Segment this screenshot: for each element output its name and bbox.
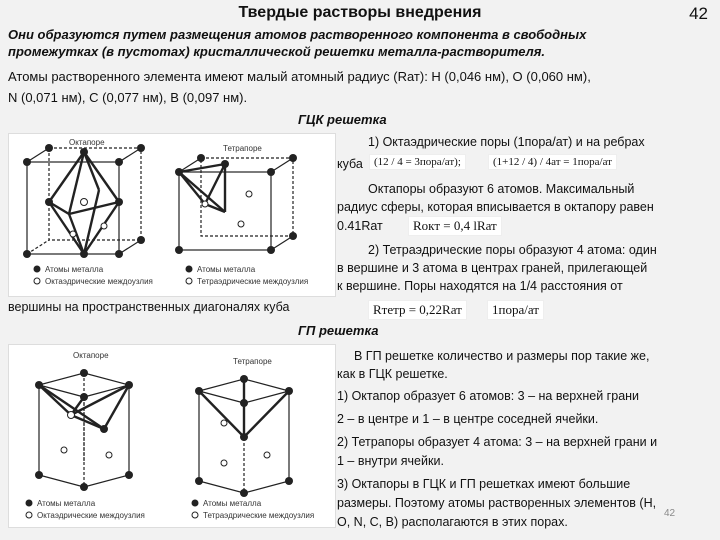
formula-tetra-radius: Rтетр = 0,22Rат (368, 300, 467, 320)
hcp-fig-left-title: Октапоре (73, 351, 109, 360)
fcc-p2-line1: Октапоры образуют 6 атомов. Максимальный (368, 182, 635, 196)
fcc-p2-line3: 0.41Rат (337, 219, 383, 233)
hcp-legend-tetra: Тетраэдрические междоузлия (203, 511, 315, 520)
fcc-heading: ГЦК решетка (298, 112, 387, 127)
fcc-p2-line2: радиус сферы, которая вписывается в октапору равен (337, 200, 654, 214)
slide-title: Твердые растворы внедрения (238, 4, 482, 21)
fcc-legend-metal-right: Атомы металла (197, 265, 256, 274)
fcc-p3-line4: вершины на пространственных диагоналях куба (8, 300, 290, 314)
hcp-heading: ГП решетка (298, 323, 379, 338)
hcp-line3: 1) Октапор образует 6 атомов: 3 – на верхней грани (337, 389, 640, 403)
hcp-line9: O, N, C, B) располагаются в этих порах. (337, 515, 568, 529)
fcc-p1-line2: куба (337, 157, 363, 171)
fcc-fig-left-title: Октапоре (69, 138, 105, 147)
fcc-p3-line1: 2) Тетраэдрические поры образуют 4 атома: один (368, 243, 657, 257)
fcc-legend-metal-left: Атомы металла (45, 265, 104, 274)
fcc-legend-tetra: Тетраэдрические междоузлия (197, 277, 309, 286)
hcp-line2: как в ГЦК решетке. (337, 367, 448, 381)
formula-edge-pores: (12 / 4 = 3пора/ат); (369, 154, 466, 170)
hcp-legend-metal-right: Атомы металла (203, 499, 262, 508)
hcp-legend-octa: Октаэдрические междоузлия (37, 511, 145, 520)
hcp-line5: 2) Тетрапоры образует 4 атома: 3 – на верхней грани и (337, 435, 658, 449)
fcc-p3-line3: к вершине. Поры находятся на 1/4 расстояния от (337, 279, 623, 293)
fcc-p3-line2: в вершине и 3 атома в центрах граней, прилегающей (337, 261, 648, 275)
footer-page-number: 42 (664, 508, 676, 519)
radius-line-1: Атомы растворенного элемента имеют малый атомный радиус (Rат): H (0,046 нм), O (0,060 нм), (8, 69, 591, 84)
formula-tetra-pores: 1пора/ат (487, 300, 544, 320)
radius-line-2: N (0,071 нм), C (0,077 нм), B (0,097 нм). (8, 90, 248, 105)
hcp-legend-metal-left: Атомы металла (37, 499, 96, 508)
formula-pores-per-atom: (1+12 / 4) / 4ат = 1пора/ат (488, 154, 617, 170)
intro-text: Они образуются путем размещения атомов растворенного компонента в свободных промежутках (в пустотах) кристаллической решетки металла-растворителя. (8, 27, 587, 59)
fcc-p1-line1: 1) Октаэдрические поры (1пора/ат) и на ребрах (368, 135, 645, 149)
page-number: 42 (689, 4, 708, 23)
fcc-fig-right-title: Тетрапоре (223, 144, 262, 153)
fcc-legend-octa: Октаэдрические междоузлия (45, 277, 153, 286)
hcp-fig-right-title: Тетрапоре (233, 357, 272, 366)
fcc-figure (8, 133, 336, 297)
hcp-line1: В ГП решетке количество и размеры пор такие же, (354, 349, 650, 363)
formula-octa-radius: Rокт = 0,4 lRат (408, 216, 502, 236)
hcp-line7: 3) Октапоры в ГЦК и ГП решетках имеют большие (337, 477, 631, 491)
hcp-line4: 2 – в центре и 1 – в центре соседней ячейки. (337, 412, 599, 426)
hcp-figure (8, 344, 336, 528)
hcp-line6: 1 – внутри ячейки. (337, 454, 444, 468)
hcp-line8: размеры. Поэтому атомы растворенных элементов (H, (337, 496, 657, 510)
